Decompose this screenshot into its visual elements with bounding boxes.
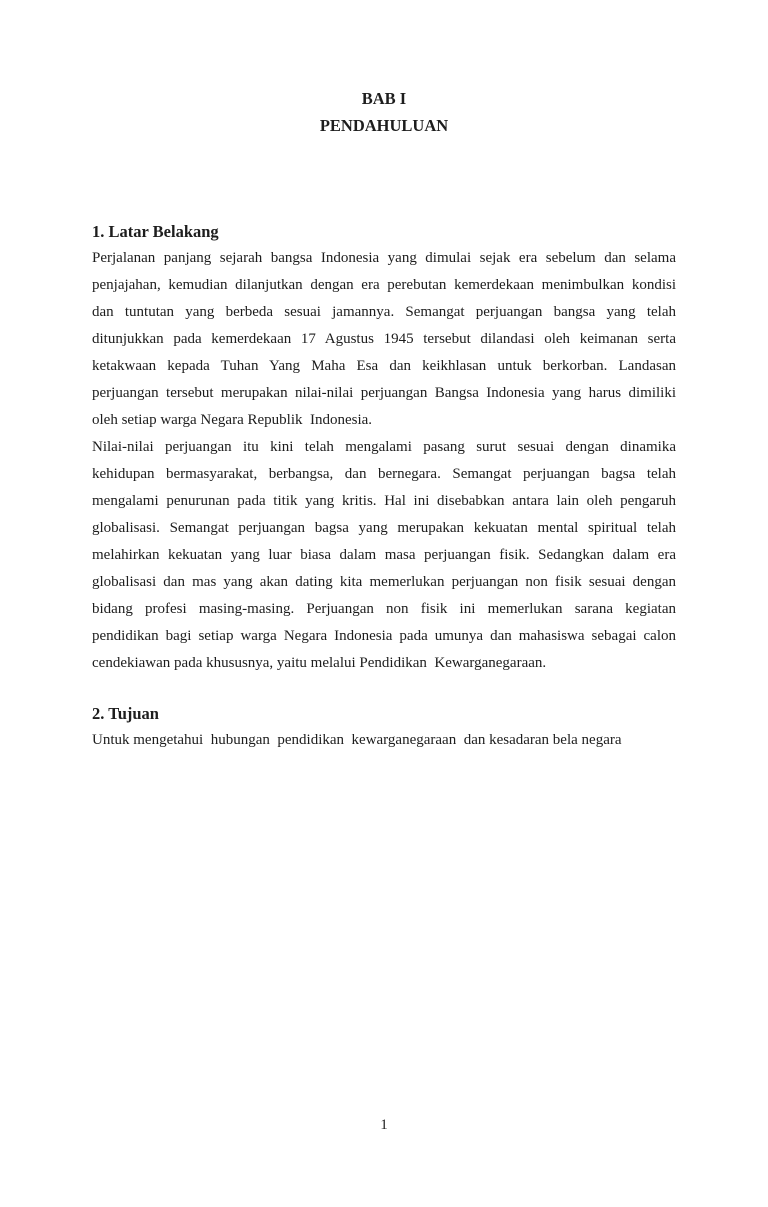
text-line: Untuk mengetahui hubungan pendidikan kewarganegaraan dan kesadaran bela negara (92, 732, 622, 748)
section-heading: 2. Tujuan (92, 704, 159, 723)
text-line: pendidikan bagi setiap warga Negara Indonesia pada umunya dan mahasiswa sebagai calon (92, 628, 676, 644)
text-line: globalisasi. Semangat perjuangan bagsa yang merupakan kekuatan mental spiritual telah (92, 520, 676, 536)
page-number: 1 (380, 1117, 388, 1133)
text-line: ditunjukkan pada kemerdekaan 17 Agustus 1945 tersebut dilandasi oleh keimanan serta (92, 331, 676, 347)
text-line: mengalami penurunan pada titik yang kritis. Hal ini disebabkan antara lain oleh pengaruh (92, 493, 676, 509)
text-line: Perjalanan panjang sejarah bangsa Indonesia yang dimulai sejak era sebelum dan selama (92, 250, 676, 266)
text-line: ketakwaan kepada Tuhan Yang Maha Esa dan keikhlasan untuk berkorban. Landasan (92, 358, 676, 374)
text-line: perjuangan tersebut merupakan nilai-nilai perjuangan Bangsa Indonesia yang harus dimiliki (92, 385, 676, 401)
text-line: kehidupan bermasyarakat, berbangsa, dan bernegara. Semangat perjuangan bagsa telah (92, 466, 676, 482)
text-line: cendekiawan pada khususnya, yaitu melalui Pendidikan Kewarganegaraan. (92, 655, 547, 671)
text-line: melahirkan kekuatan yang luar biasa dalam masa perjuangan fisik. Sedangkan dalam era (92, 547, 676, 563)
text-line: oleh setiap warga Negara Republik Indonesia. (92, 412, 373, 428)
text-line: bidang profesi masing-masing. Perjuangan non fisik ini memerlukan sarana kegiatan (92, 601, 676, 617)
chapter-title-line1: BAB I (361, 89, 407, 108)
document-body (92, 218, 676, 754)
document-section (92, 218, 676, 677)
paragraph (92, 727, 676, 754)
text-line: penjajahan, kemudian dilanjutkan dengan era perebutan kemerdekaan menimbulkan kondisi (92, 277, 676, 293)
chapter-title-line2: PENDAHULUAN (319, 116, 449, 135)
chapter-title (92, 85, 676, 139)
document-content (92, 85, 676, 754)
text-line: globalisasi dan mas yang akan dating kita memerlukan perjuangan non fisik sesuai dengan (92, 574, 676, 590)
document-section (92, 700, 676, 754)
paragraph (92, 434, 676, 677)
text-line: dan tuntutan yang berbeda sesuai jamannya. Semangat perjuangan bangsa yang telah (92, 304, 676, 320)
paragraph (92, 245, 676, 434)
section-heading: 1. Latar Belakang (92, 222, 219, 241)
text-line: Nilai-nilai perjuangan itu kini telah mengalami pasang surut sesuai dengan dinamika (92, 439, 676, 455)
